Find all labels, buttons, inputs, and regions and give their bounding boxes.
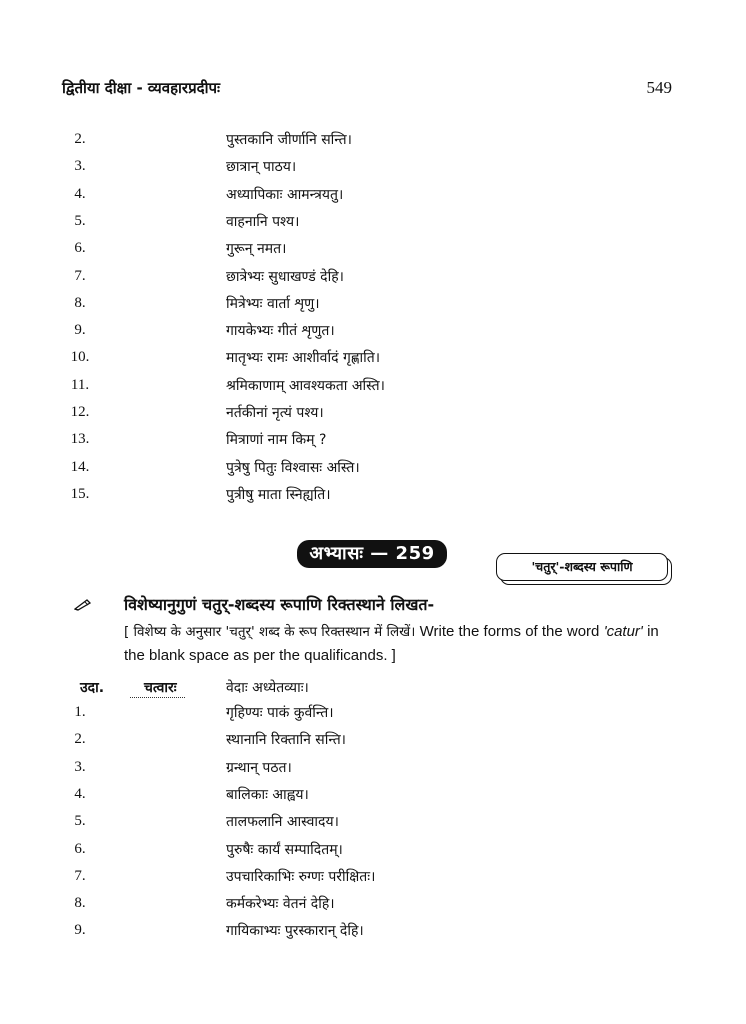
item-sentence: नर्तकीनां नृत्यं पश्य। [226,405,324,421]
list-item [0,183,746,207]
list-item [0,483,746,507]
list-item [0,210,746,234]
item-number: 3. [74,158,86,175]
translation-english-2: in the blank space as per the qualificands. ] [124,623,659,664]
translation-hindi: [ विशेष्य के अनुसार 'चतुर्' शब्द के रूप रिक्तस्थान में लिखें। [124,624,416,640]
list-item [0,919,746,943]
page-number: 549 [646,78,672,97]
item-number: 6. [74,240,86,257]
list-item [0,265,746,289]
item-number: 11. [70,376,90,393]
item-sentence: गायकेभ्यः गीतं शृणुत। [226,323,335,340]
item-sentence: पुत्रीषु माता स्निह्यति। [226,486,331,503]
list-item [0,237,746,261]
item-number: 4. [74,185,86,202]
list-item [0,810,746,834]
translation-english-1: Write the forms of the word [419,623,600,640]
item-number: 14. [70,458,90,475]
list-item [0,756,746,780]
exercise-translation [124,620,674,668]
item-number: 7. [74,867,86,884]
item-number: 2. [74,731,86,748]
item-sentence: ग्रन्थान् पठत। [226,759,292,776]
item-number: 10. [70,349,90,366]
item-sentence: मित्रेभ्यः वार्ता शृणु। [226,295,320,312]
item-number: 3. [74,758,86,775]
translation-english-word: 'catur' [603,623,643,640]
item-sentence: कर्मकरेभ्यः वेतनं देहि। [226,896,335,913]
item-sentence: छात्रेभ्यः सुधाखण्डं देहि। [226,268,344,285]
item-sentence: गुरून् नमत। [226,241,287,258]
item-number: 6. [74,840,86,857]
example-answer: चत्वारः [130,678,185,698]
item-sentence: श्रमिकाणाम् आवश्यकता अस्ति। [226,377,385,394]
example-row [0,676,746,700]
pencil-icon [74,597,92,611]
list-item [0,865,746,889]
item-number: 13. [70,431,90,448]
item-number: 2. [74,131,86,147]
list-item [0,701,746,725]
list-item [0,346,746,370]
item-number: 9. [74,322,86,339]
item-sentence: गृहिण्यः पाकं कुर्वन्ति। [226,705,334,721]
list-item [0,892,746,916]
topic-tag: 'चतुर्'-शब्दस्य रूपाणि [496,553,668,581]
list-item [0,319,746,343]
item-sentence: स्थानानि रिक्तानि सन्ति। [226,732,346,749]
item-sentence: मातृभ्यः रामः आशीर्वादं गृह्णाति। [226,350,381,367]
list-item [0,155,746,179]
example-label: उदा. [80,680,105,696]
item-number: 8. [74,895,86,912]
list-item [0,783,746,807]
list-item [0,401,746,425]
item-sentence: छात्रान् पाठय। [226,159,297,176]
item-sentence: उपचारिकाभिः रुग्णः परीक्षितः। [226,868,376,885]
item-number: 5. [74,813,86,830]
item-number: 4. [74,785,86,802]
item-number: 9. [74,922,86,939]
item-sentence: पुरुषैः कार्यं सम्पादितम्। [226,841,343,858]
list-item [0,838,746,862]
list-item [0,728,746,752]
item-sentence: पुस्तकानि जीर्णानि सन्ति। [226,132,352,148]
example-text: वेदाः अध्येतव्याः। [226,680,309,696]
list-item [0,128,746,152]
running-header-title: द्वितीया दीक्षा - व्यवहारप्रदीपः [62,79,221,97]
item-number: 12. [70,404,90,420]
item-number: 1. [74,704,86,720]
list-item [0,292,746,316]
item-sentence: पुत्रेषु पितुः विश्वासः अस्ति। [226,459,360,476]
exercise-instruction: विशेष्यानुगुणं चतुर्-शब्दस्य रूपाणि रिक्तस्थाने लिखत- [124,595,435,614]
list-item [0,428,746,452]
item-number: 5. [74,212,86,229]
item-sentence: बालिकाः आह्वय। [226,786,309,803]
list-item [0,456,746,480]
item-sentence: वाहनानि पश्य। [226,213,300,230]
list-item [0,374,746,398]
item-sentence: गायिकाभ्यः पुरस्कारान् देहि। [226,923,364,940]
item-sentence: तालफलानि आस्वादय। [226,814,339,831]
exercise-banner: अभ्यासः — 259 [297,540,447,568]
item-number: 15. [70,485,90,502]
item-sentence: मित्राणां नाम किम् ? [226,432,327,449]
item-sentence: अध्यापिकाः आमन्त्रयतु। [226,186,344,203]
item-number: 7. [74,267,86,284]
page-header [62,78,672,102]
item-number: 8. [74,294,86,311]
